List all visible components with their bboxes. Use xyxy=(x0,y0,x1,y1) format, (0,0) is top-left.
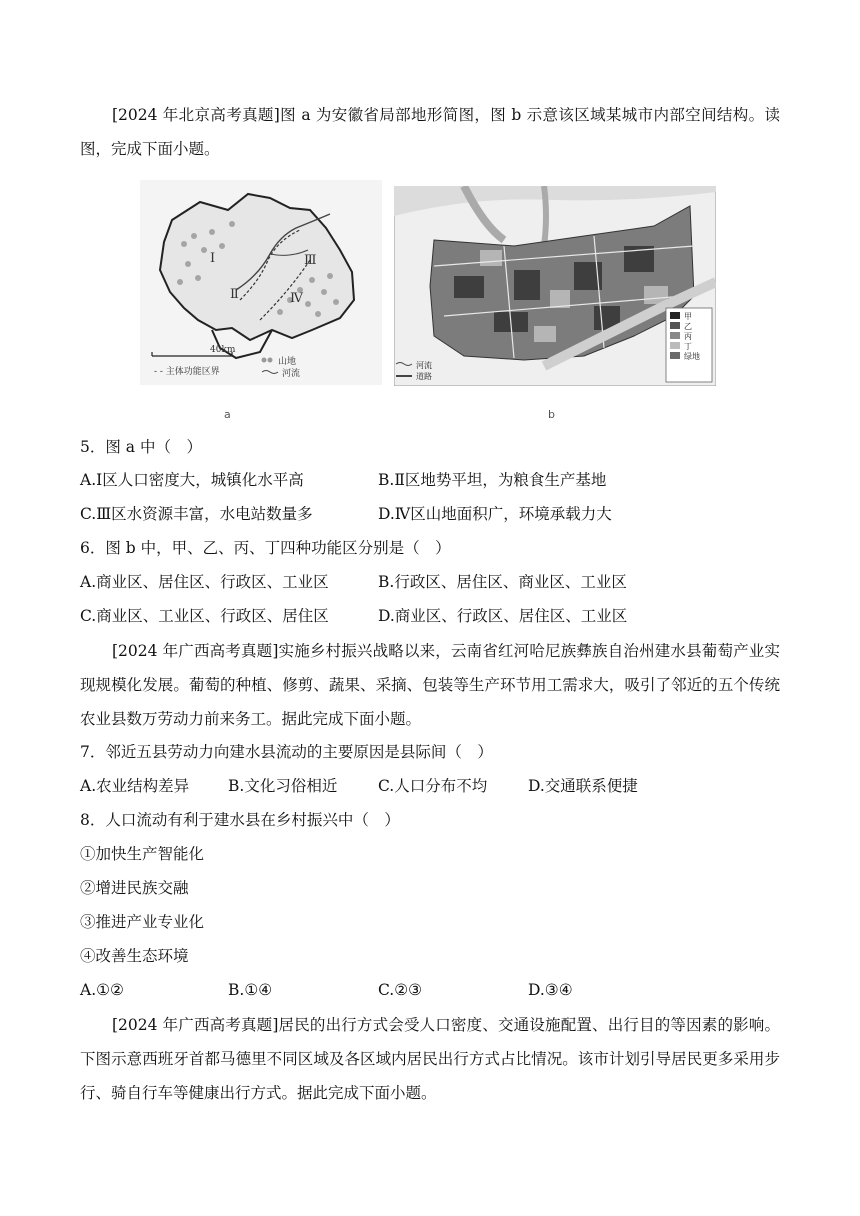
legend-jia-label: 甲 xyxy=(684,312,692,321)
question-7-option-a: A.农业结构差异 xyxy=(80,777,190,795)
question-5-stem: 5．图 a 中（ ） xyxy=(80,438,202,456)
legend-yi-label: 乙 xyxy=(684,322,692,331)
question-5-option-d: D.Ⅳ区山地面积广，环境承载力大 xyxy=(378,505,612,523)
question-8-item-4: ④改善生态环境 xyxy=(80,947,189,965)
question-8-option-d: D.③④ xyxy=(528,981,573,999)
question-8-option-c: C.②③ xyxy=(378,981,423,999)
legend-ding-label: 丁 xyxy=(684,342,692,351)
question-6-option-a: A.商业区、居住区、行政区、工业区 xyxy=(80,573,329,591)
legend-road-label: 道路 xyxy=(416,372,432,381)
label-region-4: Ⅳ xyxy=(290,291,303,306)
label-region-1: Ⅰ xyxy=(210,251,216,266)
question-5-option-a: A.Ⅰ区人口密度大，城镇化水平高 xyxy=(80,471,304,489)
question-8-option-a: A.①② xyxy=(80,981,124,999)
figure-a-caption: a xyxy=(224,408,231,421)
figure-a-map xyxy=(140,180,382,385)
question-5-option-c: C.Ⅲ区水资源丰富，水电站数量多 xyxy=(80,505,313,523)
question-8-option-b: B.①④ xyxy=(228,981,273,999)
legend-river-b-label: 河流 xyxy=(416,361,432,370)
legend-bing-label: 丙 xyxy=(684,332,692,341)
question-6-option-c: C.商业区、工业区、行政区、居住区 xyxy=(80,607,329,625)
figure-b-map xyxy=(394,186,716,386)
question-7-option-b: B.文化习俗相近 xyxy=(228,777,338,795)
intro-paragraph-3: [2024 年广西高考真题]居民的出行方式会受人口密度、交通设施配置、出行目的等因素的影响。下图示意西班牙首都马德里不同区域及各区域内居民出行方式占比情况。该市计划引导居民更多采用步行、骑自行车等健康出行方式。据此完成下面小题。 xyxy=(80,1016,780,1102)
question-8-item-3: ③推进产业专业化 xyxy=(80,913,205,931)
question-7-stem: 7．邻近五县劳动力向建水县流动的主要原因是县际间（ ） xyxy=(80,743,493,761)
question-6-option-b: B.行政区、居住区、商业区、工业区 xyxy=(378,573,627,591)
label-region-3: Ⅲ xyxy=(304,253,317,268)
label-region-2: Ⅱ xyxy=(230,287,239,302)
legend-green-label: 绿地 xyxy=(684,352,700,361)
question-7-option-d: D.交通联系便捷 xyxy=(528,777,638,795)
legend-boundary-label: - - 主体功能区界 xyxy=(154,367,220,377)
question-7-option-c: C.人口分布不均 xyxy=(378,777,488,795)
question-8-stem: 8．人口流动有利于建水县在乡村振兴中（ ） xyxy=(80,811,400,829)
legend-mountain-label: 山地 xyxy=(278,357,297,367)
figure-b-caption: b xyxy=(548,408,555,421)
question-5-option-b: B.Ⅱ区地势平坦，为粮食生产基地 xyxy=(378,471,607,489)
scale-label: 40km xyxy=(210,345,236,355)
question-6-option-d: D.商业区、行政区、居住区、工业区 xyxy=(378,607,628,625)
question-8-item-1: ①加快生产智能化 xyxy=(80,845,205,863)
question-8-item-2: ②增进民族交融 xyxy=(80,879,189,897)
intro-paragraph-2: [2024 年广西高考真题]实施乡村振兴战略以来，云南省红河哈尼族彝族自治州建水县葡萄产业实现规模化发展。葡萄的种植、修剪、蔬果、采摘、包装等生产环节用工需求大，吸引了邻近的五个传统农业县数万劳动力前来务工。据此完成下面小题。 xyxy=(80,642,780,728)
city-structure-graphic xyxy=(394,186,716,386)
question-6-stem: 6．图 b 中，甲、乙、丙、丁四种功能区分别是（ ） xyxy=(80,539,451,557)
terrain-map-graphic xyxy=(140,180,382,385)
legend-river-label: 河流 xyxy=(282,369,301,379)
intro-paragraph-1: [2024 年北京高考真题]图 a 为安徽省局部地形简图，图 b 示意该区域某城市内部空间结构。读图，完成下面小题。 xyxy=(80,106,780,158)
